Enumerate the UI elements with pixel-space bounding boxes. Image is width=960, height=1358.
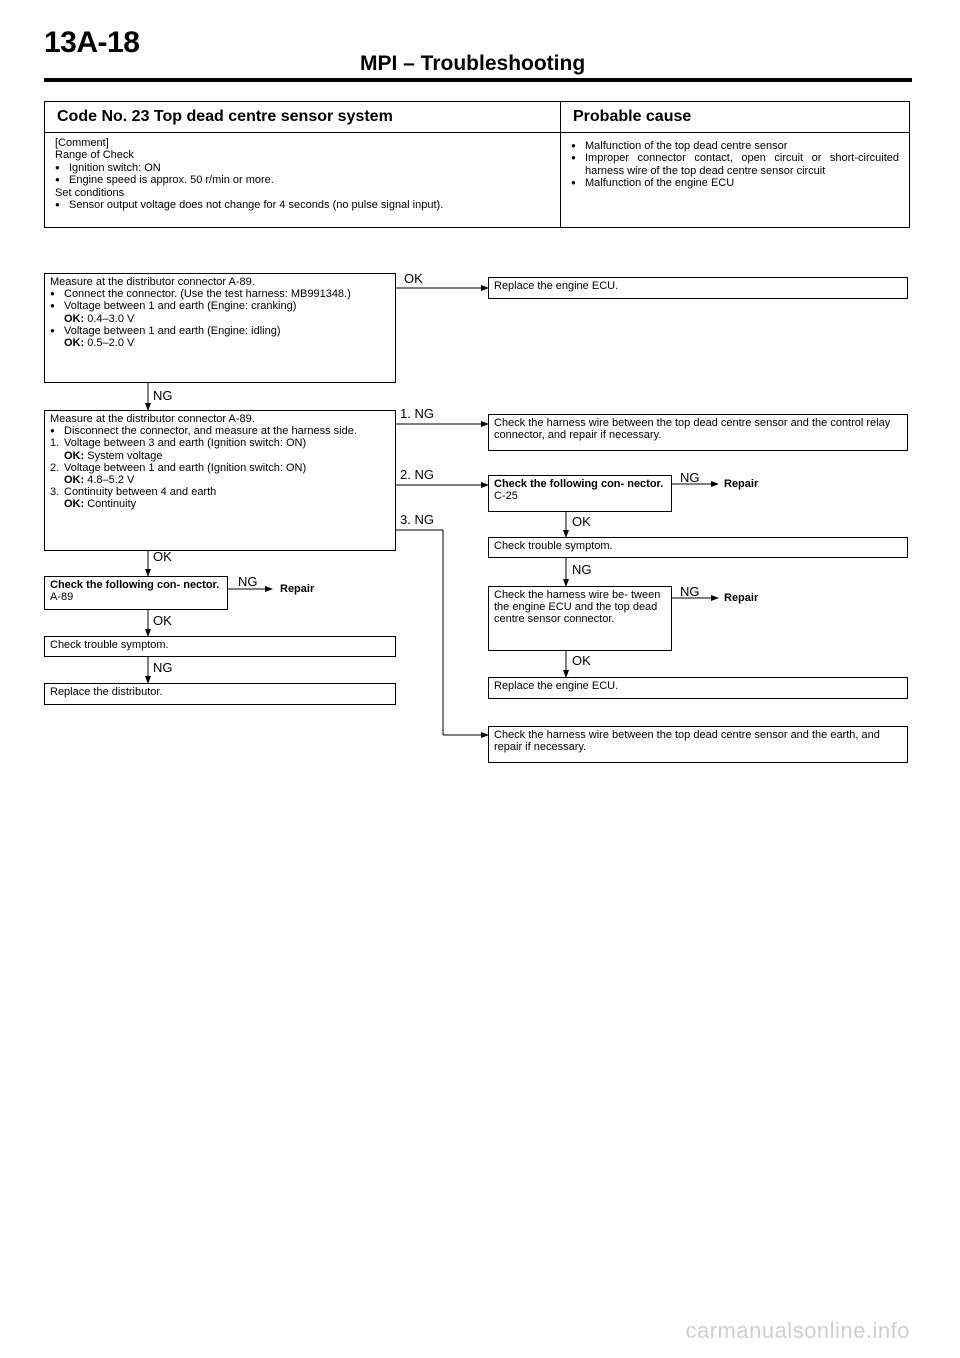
range-item: ● Ignition switch: ON <box>55 162 550 174</box>
check-symptom-box: Check trouble symptom. <box>488 537 908 558</box>
box-title: Measure at the distributor connector A-89. <box>50 276 255 288</box>
set-conditions-label: Set conditions <box>55 186 125 199</box>
step-item: ● Voltage between 1 and earth (Engine: idling) <box>50 325 390 337</box>
numbered-item: 2. Voltage between 1 and earth (Ignition switch: ON) <box>50 461 307 474</box>
ng2-label: 2. NG <box>400 467 434 482</box>
comment-label: [Comment] <box>55 137 109 149</box>
replace-ecu-box: Replace the engine ECU. <box>488 277 908 299</box>
harness-earth-box: Check the harness wire between the top dead centre sensor and the earth, and repair if necessary. <box>488 726 908 763</box>
ng-label: NG <box>680 584 700 599</box>
replace-distributor-box: Replace the distributor. <box>44 683 396 705</box>
ok-label: OK <box>404 271 423 286</box>
check-symptom-box: Check trouble symptom. <box>44 636 396 657</box>
repair-label: Repair <box>724 478 759 490</box>
ng3-label: 3. NG <box>400 512 434 527</box>
harness-relay-box: Check the harness wire between the top dead centre sensor and the control relay connector, and repair if necessary. <box>488 414 908 451</box>
range-item: ● Engine speed is approx. 50 r/min or more. <box>55 174 550 186</box>
repair-label: Repair <box>724 592 759 604</box>
ok-label: OK <box>572 514 591 529</box>
range-label: Range of Check <box>55 149 134 162</box>
ng-label: NG <box>572 562 592 577</box>
check-connector-a89-box: Check the following con- nector. A-89 <box>44 576 228 610</box>
set-condition-item: ● Sensor output voltage does not change for 4 seconds (no pulse signal input). <box>55 199 550 211</box>
cause-item: ● Malfunction of the top dead centre sensor <box>571 140 899 152</box>
code-title: Code No. 23 Top dead centre sensor system <box>45 102 560 133</box>
page-title: MPI – Troubleshooting <box>360 52 586 75</box>
ok-value: OK: System voltage <box>64 449 163 462</box>
measure-disconnected-box <box>44 410 396 551</box>
ok-value: OK: 0.4–3.0 V <box>64 312 135 325</box>
step-item: ● Disconnect the connector, and measure at the harness side. <box>50 425 390 437</box>
ng-label: NG <box>153 660 173 675</box>
numbered-item: 3. Continuity between 4 and earth <box>50 486 217 499</box>
ok-value: OK: Continuity <box>64 498 137 511</box>
ok-value: OK: 0.5–2.0 V <box>64 337 135 350</box>
harness-ecu-box: Check the harness wire be- tween the engine ECU and the top dead centre sensor connector. <box>488 586 672 651</box>
cause-item: ● Improper connector contact, open circuit or short-circuited harness wire of the top dead centre sensor circuit <box>571 152 899 177</box>
check-connector-c25-box: Check the following con- nector. C-25 <box>488 475 672 512</box>
cause-item: ● Malfunction of the engine ECU <box>571 177 899 189</box>
ng-label: NG <box>238 574 258 589</box>
repair-label: Repair <box>280 583 315 595</box>
box-title: Measure at the distributor connector A-89. <box>50 413 255 425</box>
step-item: ● Connect the connector. (Use the test harness: MB991348.) <box>50 288 390 300</box>
ok-label: OK <box>572 653 591 668</box>
step-item: ● Voltage between 1 and earth (Engine: cranking) <box>50 300 390 312</box>
replace-ecu-box: Replace the engine ECU. <box>488 677 908 699</box>
probable-cause-title: Probable cause <box>561 102 909 133</box>
ng1-label: 1. NG <box>400 406 434 421</box>
ng-label: NG <box>153 388 173 403</box>
ok-label: OK <box>153 613 172 628</box>
numbered-item: 1. Voltage between 3 and earth (Ignition switch: ON) <box>50 437 307 450</box>
ng-label: NG <box>680 470 700 485</box>
measure-connected-box <box>44 273 396 383</box>
ok-value: OK: 4.8–5.2 V <box>64 474 135 487</box>
page-number: 13A-18 <box>44 26 140 59</box>
watermark-footer: carmanualsonline.info <box>685 1318 910 1343</box>
ok-label: OK <box>153 549 172 564</box>
